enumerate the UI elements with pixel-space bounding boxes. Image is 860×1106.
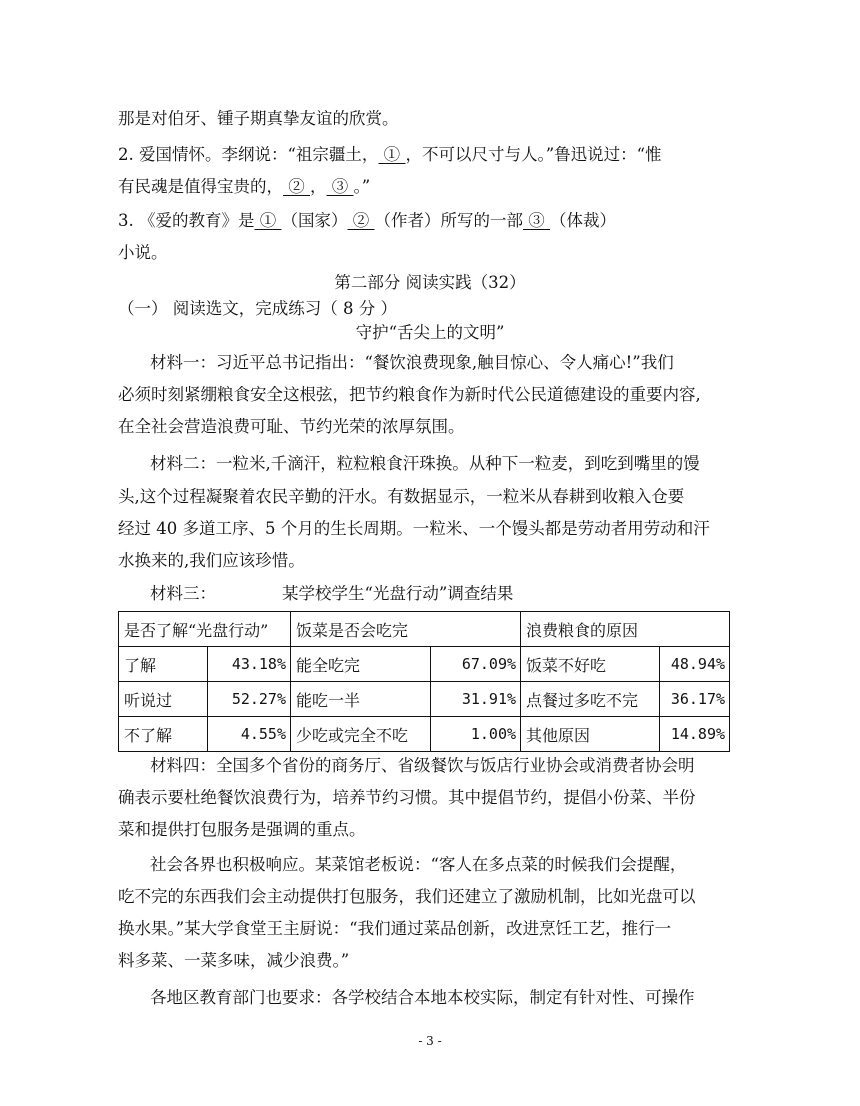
table-header: 浪费粮食的原因 bbox=[521, 612, 730, 647]
paragraph-line: 材料四：全国多个省份的商务厅、省级餐饮与饭店行业协会或消费者协会明 bbox=[150, 756, 695, 775]
part-heading: 第二部分 阅读实践（32） bbox=[334, 273, 526, 292]
blank-1: ① bbox=[378, 145, 406, 164]
paragraph-line: 各地区教育部门也要求：各学校结合本地本校实际，制定有针对性、可操作 bbox=[150, 988, 695, 1007]
table-cell: 其他原因 bbox=[521, 717, 660, 752]
paragraph-line: 在全社会营造浪费可耻、节约光荣的浓厚氛围。 bbox=[118, 417, 465, 436]
text-span: （国家） bbox=[281, 211, 348, 230]
paragraph-line: 换水果。”某大学食堂王主厨说：“我们通过菜品创新，改进烹饪工艺，推行一 bbox=[118, 919, 672, 938]
table-header: 是否了解“光盘行动” bbox=[119, 612, 291, 647]
paragraph-line: 社会各界也积极响应。某菜馆老板说：“客人在多点菜的时候我们会提醒， bbox=[150, 855, 687, 874]
blank-1: ① bbox=[254, 211, 282, 230]
text-line: 那是对伯牙、锺子期真挚友谊的欣赏。 bbox=[118, 109, 399, 128]
text-span: 。” bbox=[353, 177, 371, 196]
text-span: ，不可以尺寸与人。”鲁迅说过：“惟 bbox=[405, 145, 662, 164]
page-number: - 3 - bbox=[418, 1034, 442, 1048]
table-cell: 48.94% bbox=[660, 647, 730, 682]
paragraph-line: 材料一：习近平总书记指出：“餐饮浪费现象,触目惊心、令人痛心!”我们 bbox=[150, 353, 674, 372]
question-3-line-2: 小说。 bbox=[118, 243, 168, 262]
table-cell: 了解 bbox=[119, 647, 208, 682]
paragraph-line: 菜和提供打包服务是强调的重点。 bbox=[118, 820, 366, 839]
paragraph-line: 头,这个过程凝聚着农民辛勤的汗水。有数据显示，一粒米从春耕到收粮入仓要 bbox=[118, 487, 685, 506]
paragraph-line: 经过 40 多道工序、5 个月的生长周期。一粒米、一个馒头都是劳动者用劳动和汗 bbox=[118, 519, 710, 538]
table-row bbox=[119, 647, 730, 682]
table-cell: 36.17% bbox=[660, 682, 730, 717]
question-2-line-1 bbox=[118, 147, 662, 164]
blank-3: ③ bbox=[326, 177, 354, 196]
table-cell: 1.00% bbox=[431, 717, 521, 752]
table-header: 饭菜是否会吃完 bbox=[291, 612, 521, 647]
table-cell: 能全吃完 bbox=[291, 647, 431, 682]
table-cell: 听说过 bbox=[119, 682, 208, 717]
table-cell: 31.91% bbox=[431, 682, 521, 717]
text-span: ， bbox=[310, 177, 327, 196]
paragraph-line: 吃不完的东西我们会主动提供打包服务，我们还建立了激励机制，比如光盘可以 bbox=[118, 887, 696, 906]
blank-2: ② bbox=[283, 177, 310, 196]
table-cell: 14.89% bbox=[660, 717, 730, 752]
text-span: （体裁） bbox=[550, 211, 616, 230]
material-label: 材料三： bbox=[150, 584, 216, 603]
table-cell: 饭菜不好吃 bbox=[521, 647, 660, 682]
sub-heading: （一） 阅读选文，完成练习（ 8 分 ） bbox=[118, 299, 397, 318]
table-cell: 少吃或完全不吃 bbox=[291, 717, 431, 752]
table-cell: 43.18% bbox=[208, 647, 291, 682]
blank-3: ③ bbox=[523, 211, 550, 230]
table-cell: 52.27% bbox=[208, 682, 291, 717]
paragraph-line: 水换来的,我们应该珍惜。 bbox=[118, 551, 305, 570]
blank-2: ② bbox=[347, 211, 375, 230]
table-cell: 不了解 bbox=[119, 717, 208, 752]
table-row bbox=[119, 717, 730, 752]
table-header-row bbox=[119, 612, 730, 647]
paragraph-line: 确表示要杜绝餐饮浪费行为，培养节约习惯。其中提倡节约，提倡小份菜、半份 bbox=[118, 788, 696, 807]
text-span: （作者）所写的一部 bbox=[374, 211, 523, 230]
table-cell: 点餐过多吃不完 bbox=[521, 682, 660, 717]
table-cell: 67.09% bbox=[431, 647, 521, 682]
article-title: 守护“舌尖上的文明” bbox=[355, 323, 505, 342]
table-cell: 能吃一半 bbox=[291, 682, 431, 717]
paragraph-line: 料多菜、一菜多味，减少浪费。” bbox=[118, 951, 350, 970]
question-3-line-1 bbox=[118, 213, 616, 230]
survey-table bbox=[118, 611, 730, 752]
table-row bbox=[119, 682, 730, 717]
table-caption: 某学校学生“光盘行动”调查结果 bbox=[282, 584, 514, 603]
paragraph-line: 必须时刻紧绷粮食安全这根弦，把节约粮食作为新时代公民道德建设的重要内容, bbox=[118, 385, 701, 404]
paragraph-line: 材料二：一粒米,千滴汗，粒粒粮食汗珠换。从种下一粒麦，到吃到嘴里的馒 bbox=[150, 454, 700, 473]
table-cell: 4.55% bbox=[208, 717, 291, 752]
question-2-line-2 bbox=[118, 179, 370, 196]
text-span: 3. 《爱的教育》是 bbox=[118, 211, 255, 230]
text-span: 有民魂是值得宝贵的， bbox=[118, 177, 283, 196]
text-span: 2. 爱国情怀。李纲说：“祖宗疆土， bbox=[118, 145, 379, 164]
